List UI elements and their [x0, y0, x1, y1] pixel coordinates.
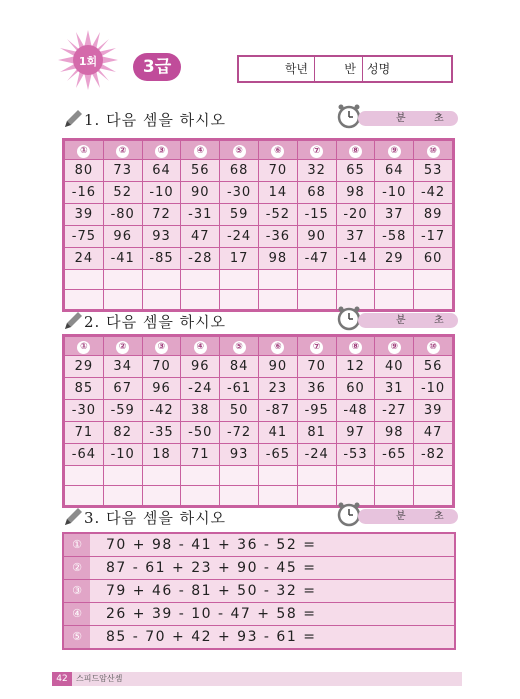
number-cell: 81	[298, 422, 336, 443]
number-cell: 23	[259, 378, 297, 399]
column-number: ④	[194, 145, 207, 158]
problem-grid-1	[62, 138, 455, 312]
number-row	[65, 182, 452, 203]
column-header	[259, 141, 297, 159]
class-year-field[interactable]: 학년	[239, 57, 315, 81]
number-cell: -10	[414, 378, 452, 399]
number-cell: 47	[181, 226, 219, 247]
class-field[interactable]: 반	[315, 57, 363, 81]
second-label: 초	[434, 113, 444, 124]
column-number: ①	[77, 341, 90, 354]
number-cell: 71	[181, 444, 219, 465]
column-number: ③	[155, 145, 168, 158]
number-cell: 31	[375, 378, 413, 399]
number-cell: 93	[220, 444, 258, 465]
minute-label: 분	[396, 511, 406, 522]
column-header	[181, 337, 219, 355]
column-header	[181, 141, 219, 159]
number-cell: -14	[337, 248, 375, 269]
number-cell: 65	[337, 160, 375, 181]
time-record-bar	[358, 111, 458, 126]
expression-text: 70 + 98 - 41 + 36 - 52 =	[90, 534, 454, 556]
number-cell: -52	[259, 204, 297, 225]
expression-row	[64, 580, 454, 602]
number-cell: 12	[337, 356, 375, 377]
number-cell: -65	[259, 444, 297, 465]
number-cell: -36	[259, 226, 297, 247]
number-cell: -82	[414, 444, 452, 465]
number-row	[65, 422, 452, 443]
answer-cell[interactable]	[143, 466, 181, 485]
number-cell: 98	[337, 182, 375, 203]
answer-cell[interactable]	[298, 290, 336, 309]
answer-cell[interactable]	[298, 486, 336, 505]
answer-cell[interactable]	[375, 466, 413, 485]
number-cell: 89	[414, 204, 452, 225]
number-row	[65, 444, 452, 465]
answer-cell[interactable]	[414, 290, 452, 309]
time-record-bar	[358, 313, 458, 328]
number-cell: -10	[104, 444, 142, 465]
book-title: 스피드암산셈	[76, 674, 123, 683]
number-cell: 41	[259, 422, 297, 443]
column-number: ⑧	[349, 145, 362, 158]
number-cell: -35	[143, 422, 181, 443]
column-header	[414, 141, 452, 159]
pencil-icon	[62, 108, 84, 130]
expression-text: 79 + 46 - 81 + 50 - 32 =	[90, 580, 454, 602]
section-1-title: 1. 다음 셈을 하시오	[84, 111, 227, 129]
column-header	[104, 141, 142, 159]
number-cell: 72	[143, 204, 181, 225]
column-header	[220, 337, 258, 355]
expression-number: ①	[64, 534, 90, 556]
column-number: ⑦	[310, 341, 323, 354]
number-cell: 53	[414, 160, 452, 181]
answer-cell[interactable]	[104, 486, 142, 505]
number-cell: -48	[337, 400, 375, 421]
answer-cell[interactable]	[375, 270, 413, 289]
column-number: ⑨	[388, 341, 401, 354]
expression-text: 85 - 70 + 42 + 93 - 61 =	[90, 626, 454, 648]
answer-cell[interactable]	[375, 486, 413, 505]
column-header-row	[65, 337, 452, 355]
number-cell: -64	[65, 444, 103, 465]
column-header	[65, 337, 103, 355]
column-header	[375, 337, 413, 355]
number-cell: -47	[298, 248, 336, 269]
number-cell: 96	[143, 378, 181, 399]
column-number: ①	[77, 145, 90, 158]
number-cell: -53	[337, 444, 375, 465]
number-cell: 37	[337, 226, 375, 247]
number-row	[65, 400, 452, 421]
number-cell: -85	[143, 248, 181, 269]
answer-cell[interactable]	[65, 466, 103, 485]
column-number: ⑤	[233, 145, 246, 158]
answer-cell[interactable]	[414, 466, 452, 485]
number-cell: -65	[375, 444, 413, 465]
column-header	[65, 141, 103, 159]
answer-cell[interactable]	[375, 290, 413, 309]
expression-number: ④	[64, 603, 90, 625]
number-cell: -72	[220, 422, 258, 443]
answer-cell[interactable]	[298, 270, 336, 289]
expression-text: 87 - 61 + 23 + 90 - 45 =	[90, 557, 454, 579]
column-number: ②	[116, 341, 129, 354]
answer-cell[interactable]	[259, 466, 297, 485]
section-2-title: 2. 다음 셈을 하시오	[84, 313, 227, 331]
expression-number: ⑤	[64, 626, 90, 648]
column-number: ④	[194, 341, 207, 354]
minute-label: 분	[396, 315, 406, 326]
column-header	[337, 337, 375, 355]
column-number: ⑤	[233, 341, 246, 354]
expression-text: 26 + 39 - 10 - 47 + 58 =	[90, 603, 454, 625]
number-cell: 52	[104, 182, 142, 203]
answer-cell[interactable]	[220, 466, 258, 485]
number-cell: 56	[181, 160, 219, 181]
session-label: 1회	[78, 55, 98, 68]
number-cell: 70	[259, 160, 297, 181]
number-cell: -24	[181, 378, 219, 399]
number-cell: 96	[181, 356, 219, 377]
number-cell: -28	[181, 248, 219, 269]
pencil-icon	[62, 506, 84, 528]
number-cell: 84	[220, 356, 258, 377]
number-cell: 64	[375, 160, 413, 181]
column-header	[104, 337, 142, 355]
number-cell: 68	[220, 160, 258, 181]
answer-cell[interactable]	[104, 290, 142, 309]
answer-row	[65, 270, 452, 289]
number-cell: 80	[65, 160, 103, 181]
number-cell: -95	[298, 400, 336, 421]
number-row	[65, 378, 452, 399]
number-cell: 59	[220, 204, 258, 225]
number-cell: -59	[104, 400, 142, 421]
number-cell: 68	[298, 182, 336, 203]
answer-cell[interactable]	[414, 270, 452, 289]
number-cell: 90	[181, 182, 219, 203]
number-cell: 39	[65, 204, 103, 225]
column-header	[143, 337, 181, 355]
answer-cell[interactable]	[65, 486, 103, 505]
answer-cell[interactable]	[220, 290, 258, 309]
number-cell: 97	[337, 422, 375, 443]
student-info-box	[237, 55, 453, 83]
column-number: ③	[155, 341, 168, 354]
column-number: ⑩	[427, 341, 440, 354]
number-cell: -24	[298, 444, 336, 465]
answer-cell[interactable]	[143, 486, 181, 505]
number-cell: -10	[375, 182, 413, 203]
answer-cell[interactable]	[337, 466, 375, 485]
expression-row	[64, 626, 454, 648]
answer-cell[interactable]	[104, 466, 142, 485]
number-cell: -58	[375, 226, 413, 247]
column-header	[375, 141, 413, 159]
answer-cell[interactable]	[181, 466, 219, 485]
number-cell: 64	[143, 160, 181, 181]
answer-cell[interactable]	[65, 290, 103, 309]
number-cell: 39	[414, 400, 452, 421]
number-row	[65, 204, 452, 225]
number-cell: 50	[220, 400, 258, 421]
expression-number: ②	[64, 557, 90, 579]
number-cell: -30	[65, 400, 103, 421]
number-cell: 60	[337, 378, 375, 399]
expression-list	[62, 532, 456, 650]
number-cell: -42	[143, 400, 181, 421]
grade-badge: 3급	[133, 53, 181, 81]
number-cell: -10	[143, 182, 181, 203]
number-row	[65, 248, 452, 269]
number-cell: 37	[375, 204, 413, 225]
column-number: ⑨	[388, 145, 401, 158]
number-cell: -15	[298, 204, 336, 225]
number-cell: 36	[298, 378, 336, 399]
problem-grid-2	[62, 334, 455, 508]
number-cell: 18	[143, 444, 181, 465]
number-row	[65, 226, 452, 247]
number-cell: 38	[181, 400, 219, 421]
answer-cell[interactable]	[259, 290, 297, 309]
column-header	[259, 337, 297, 355]
column-number: ⑥	[271, 341, 284, 354]
number-cell: 17	[220, 248, 258, 269]
number-cell: 90	[298, 226, 336, 247]
column-number: ⑩	[427, 145, 440, 158]
second-label: 초	[434, 315, 444, 326]
number-cell: 40	[375, 356, 413, 377]
answer-cell[interactable]	[259, 270, 297, 289]
number-cell: 90	[259, 356, 297, 377]
expression-row	[64, 557, 454, 579]
column-header-row	[65, 141, 452, 159]
number-cell: 73	[104, 160, 142, 181]
answer-cell[interactable]	[220, 486, 258, 505]
answer-row	[65, 466, 452, 485]
number-cell: -30	[220, 182, 258, 203]
section-3-title: 3. 다음 셈을 하시오	[84, 509, 227, 527]
answer-cell[interactable]	[181, 486, 219, 505]
problem-table-2	[64, 336, 453, 506]
number-cell: -27	[375, 400, 413, 421]
column-header	[220, 141, 258, 159]
number-row	[65, 356, 452, 377]
expression-number: ③	[64, 580, 90, 602]
answer-cell[interactable]	[143, 270, 181, 289]
second-label: 초	[434, 511, 444, 522]
number-cell: 24	[65, 248, 103, 269]
column-number: ⑦	[310, 145, 323, 158]
column-header	[143, 141, 181, 159]
pencil-icon	[62, 310, 84, 332]
name-field[interactable]: 성명	[367, 62, 391, 76]
column-header	[298, 337, 336, 355]
answer-cell[interactable]	[337, 270, 375, 289]
number-cell: -50	[181, 422, 219, 443]
number-cell: 56	[414, 356, 452, 377]
number-cell: -16	[65, 182, 103, 203]
answer-row	[65, 290, 452, 309]
number-cell: -61	[220, 378, 258, 399]
number-cell: 32	[298, 160, 336, 181]
answer-cell[interactable]	[181, 270, 219, 289]
answer-cell[interactable]	[143, 290, 181, 309]
expression-row	[64, 603, 454, 625]
column-number: ②	[116, 145, 129, 158]
number-cell: 34	[104, 356, 142, 377]
number-cell: -24	[220, 226, 258, 247]
answer-row	[65, 486, 452, 505]
number-cell: -80	[104, 204, 142, 225]
answer-cell[interactable]	[259, 486, 297, 505]
column-header	[298, 141, 336, 159]
answer-cell[interactable]	[65, 270, 103, 289]
answer-cell[interactable]	[414, 486, 452, 505]
column-header	[337, 141, 375, 159]
number-cell: 60	[414, 248, 452, 269]
number-cell: -42	[414, 182, 452, 203]
time-record-bar	[358, 509, 458, 524]
problem-table-1	[64, 140, 453, 310]
number-cell: 67	[104, 378, 142, 399]
number-cell: -31	[181, 204, 219, 225]
minute-label: 분	[396, 113, 406, 124]
number-cell: 29	[65, 356, 103, 377]
column-number: ⑥	[271, 145, 284, 158]
answer-cell[interactable]	[181, 290, 219, 309]
page-number: 42	[52, 672, 72, 686]
number-cell: 70	[143, 356, 181, 377]
number-cell: -75	[65, 226, 103, 247]
number-cell: -41	[104, 248, 142, 269]
number-cell: 14	[259, 182, 297, 203]
expression-row	[64, 534, 454, 556]
number-cell: 98	[375, 422, 413, 443]
number-cell: -20	[337, 204, 375, 225]
number-row	[65, 160, 452, 181]
answer-cell[interactable]	[298, 466, 336, 485]
number-cell: 71	[65, 422, 103, 443]
number-cell: -87	[259, 400, 297, 421]
column-number: ⑧	[349, 341, 362, 354]
number-cell: 93	[143, 226, 181, 247]
column-header	[414, 337, 452, 355]
number-cell: 29	[375, 248, 413, 269]
number-cell: 96	[104, 226, 142, 247]
number-cell: 98	[259, 248, 297, 269]
answer-cell[interactable]	[220, 270, 258, 289]
number-cell: -17	[414, 226, 452, 247]
number-cell: 82	[104, 422, 142, 443]
number-cell: 70	[298, 356, 336, 377]
number-cell: 47	[414, 422, 452, 443]
answer-cell[interactable]	[104, 270, 142, 289]
number-cell: 85	[65, 378, 103, 399]
